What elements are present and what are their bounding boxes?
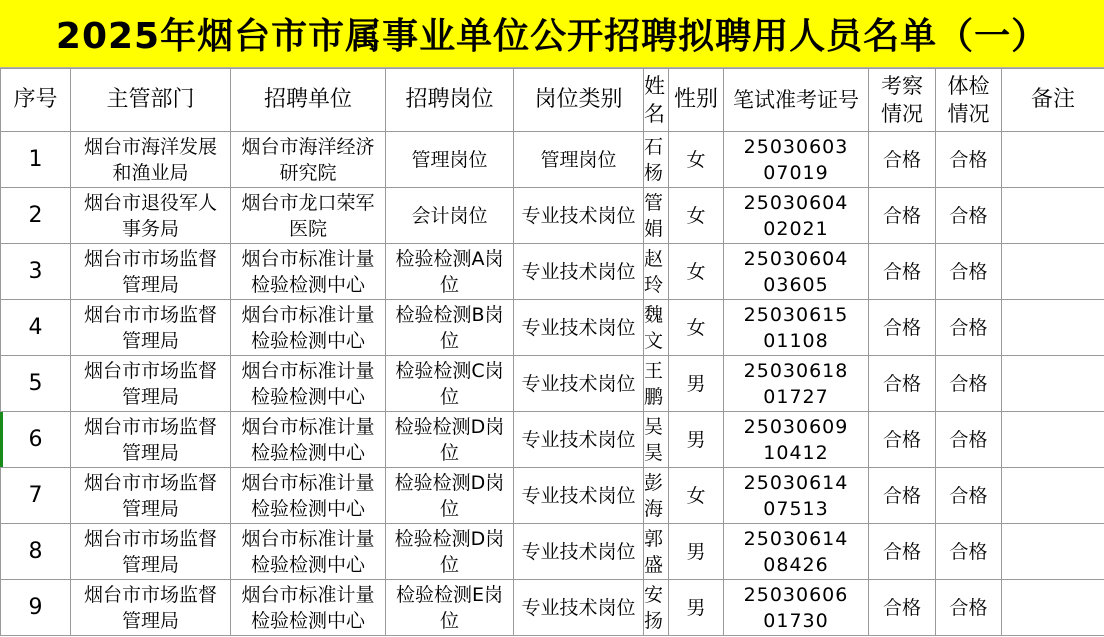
cell-category[interactable]: 专业技术岗位 [514, 524, 644, 580]
cell-unit[interactable]: 烟台市龙口荣军医院 [231, 188, 386, 244]
cell-physical-exam[interactable]: 合格 [936, 356, 1002, 412]
cell-physical-exam[interactable]: 合格 [936, 244, 1002, 300]
cell-exam-number[interactable]: 2503060403605 [724, 244, 869, 300]
cell-unit[interactable]: 烟台市标准计量检验检测中心 [231, 412, 386, 468]
cell-inspection[interactable]: 合格 [869, 300, 936, 356]
table-row [1, 244, 1104, 300]
cell-unit[interactable]: 烟台市标准计量检验检测中心 [231, 244, 386, 300]
cell-physical-exam[interactable]: 合格 [936, 580, 1002, 636]
table-row [1, 412, 1104, 468]
cell-unit[interactable]: 烟台市标准计量检验检测中心 [231, 580, 386, 636]
header-exam[interactable]: 笔试准考证号 [724, 69, 869, 132]
cell-exam-number[interactable]: 2503061501108 [724, 300, 869, 356]
sheet-title[interactable]: 2025年烟台市市属事业单位公开招聘拟聘用人员名单（一） [0, 0, 1104, 68]
cell-post[interactable]: 管理岗位 [386, 132, 514, 188]
table-row [1, 580, 1104, 636]
cell-gender[interactable]: 男 [669, 580, 724, 636]
cell-category[interactable]: 管理岗位 [514, 132, 644, 188]
cell-physical-exam[interactable]: 合格 [936, 132, 1002, 188]
table-row [1, 300, 1104, 356]
cell-remark[interactable] [1002, 468, 1104, 524]
cell-name[interactable]: 魏文 [644, 300, 669, 356]
cell-gender[interactable]: 女 [669, 132, 724, 188]
cell-name[interactable]: 彭海 [644, 468, 669, 524]
cell-remark[interactable] [1002, 524, 1104, 580]
cell-gender[interactable]: 男 [669, 524, 724, 580]
cell-no[interactable]: 9 [1, 580, 71, 636]
cell-gender[interactable]: 女 [669, 300, 724, 356]
cell-dept[interactable]: 烟台市市场监督管理局 [71, 580, 231, 636]
cell-name[interactable]: 赵玲 [644, 244, 669, 300]
cell-inspection[interactable]: 合格 [869, 244, 936, 300]
cell-category[interactable]: 专业技术岗位 [514, 244, 644, 300]
header-physical[interactable]: 体检情况 [936, 69, 1002, 132]
header-row [1, 69, 1104, 132]
table-row [1, 468, 1104, 524]
cell-remark[interactable] [1002, 580, 1104, 636]
cell-physical-exam[interactable]: 合格 [936, 468, 1002, 524]
header-unit[interactable]: 招聘单位 [231, 69, 386, 132]
header-category[interactable]: 岗位类别 [514, 69, 644, 132]
table-row [1, 188, 1104, 244]
cell-category[interactable]: 专业技术岗位 [514, 300, 644, 356]
cell-name[interactable]: 管娟 [644, 188, 669, 244]
cell-exam-number[interactable]: 2503061407513 [724, 468, 869, 524]
cell-post[interactable]: 检验检测D岗位 [386, 524, 514, 580]
cell-exam-number[interactable]: 2503060601730 [724, 580, 869, 636]
cell-dept[interactable]: 烟台市退役军人事务局 [71, 188, 231, 244]
cell-unit[interactable]: 烟台市标准计量检验检测中心 [231, 524, 386, 580]
cell-name[interactable]: 安扬 [644, 580, 669, 636]
cell-gender[interactable]: 男 [669, 412, 724, 468]
cell-unit[interactable]: 烟台市标准计量检验检测中心 [231, 356, 386, 412]
cell-inspection[interactable]: 合格 [869, 188, 936, 244]
cell-unit[interactable]: 烟台市标准计量检验检测中心 [231, 300, 386, 356]
cell-inspection[interactable]: 合格 [869, 356, 936, 412]
cell-remark[interactable] [1002, 244, 1104, 300]
cell-remark[interactable] [1002, 188, 1104, 244]
header-dept[interactable]: 主管部门 [71, 69, 231, 132]
cell-exam-number[interactable]: 2503060402021 [724, 188, 869, 244]
cell-dept[interactable]: 烟台市市场监督管理局 [71, 300, 231, 356]
cell-gender[interactable]: 女 [669, 468, 724, 524]
table-row [1, 132, 1104, 188]
header-no[interactable]: 序号 [1, 69, 71, 132]
cell-physical-exam[interactable]: 合格 [936, 524, 1002, 580]
cell-remark[interactable] [1002, 412, 1104, 468]
cell-category[interactable]: 专业技术岗位 [514, 468, 644, 524]
cell-exam-number[interactable]: 2503061408426 [724, 524, 869, 580]
header-remark[interactable]: 备注 [1002, 69, 1104, 132]
cell-dept[interactable]: 烟台市海洋发展和渔业局 [71, 132, 231, 188]
cell-post[interactable]: 检验检测B岗位 [386, 300, 514, 356]
header-name[interactable]: 姓名 [644, 69, 669, 132]
cell-dept[interactable]: 烟台市市场监督管理局 [71, 468, 231, 524]
cell-remark[interactable] [1002, 300, 1104, 356]
cell-physical-exam[interactable]: 合格 [936, 412, 1002, 468]
cell-name[interactable]: 吴昊 [644, 412, 669, 468]
cell-category[interactable]: 专业技术岗位 [514, 412, 644, 468]
cell-name[interactable]: 郭盛 [644, 524, 669, 580]
cell-remark[interactable] [1002, 356, 1104, 412]
cell-exam-number[interactable]: 2503060910412 [724, 412, 869, 468]
cell-gender[interactable]: 女 [669, 188, 724, 244]
cell-gender[interactable]: 男 [669, 356, 724, 412]
cell-inspection[interactable]: 合格 [869, 412, 936, 468]
cell-inspection[interactable]: 合格 [869, 524, 936, 580]
cell-dept[interactable]: 烟台市市场监督管理局 [71, 356, 231, 412]
cell-no[interactable]: 8 [1, 524, 71, 580]
cell-inspection[interactable]: 合格 [869, 580, 936, 636]
cell-no[interactable]: 3 [1, 244, 71, 300]
cell-unit[interactable]: 烟台市海洋经济研究院 [231, 132, 386, 188]
cell-name[interactable]: 石杨 [644, 132, 669, 188]
cell-no[interactable]: 6 [1, 412, 71, 468]
header-post[interactable]: 招聘岗位 [386, 69, 514, 132]
cell-category[interactable]: 专业技术岗位 [514, 580, 644, 636]
cell-physical-exam[interactable]: 合格 [936, 188, 1002, 244]
cell-post[interactable]: 会计岗位 [386, 188, 514, 244]
cell-no[interactable]: 1 [1, 132, 71, 188]
cell-no[interactable]: 4 [1, 300, 71, 356]
cell-dept[interactable]: 烟台市市场监督管理局 [71, 524, 231, 580]
cell-post[interactable]: 检验检测D岗位 [386, 468, 514, 524]
cell-post[interactable]: 检验检测C岗位 [386, 356, 514, 412]
cell-no[interactable]: 7 [1, 468, 71, 524]
header-gender[interactable]: 性别 [669, 69, 724, 132]
cell-dept[interactable]: 烟台市市场监督管理局 [71, 244, 231, 300]
cell-post[interactable]: 检验检测A岗位 [386, 244, 514, 300]
cell-inspection[interactable]: 合格 [869, 468, 936, 524]
hiring-table [0, 68, 1104, 636]
table-row [1, 524, 1104, 580]
cell-post[interactable]: 检验检测D岗位 [386, 412, 514, 468]
cell-post[interactable]: 检验检测E岗位 [386, 580, 514, 636]
cell-gender[interactable]: 女 [669, 244, 724, 300]
cell-inspection[interactable]: 合格 [869, 132, 936, 188]
cell-dept[interactable]: 烟台市市场监督管理局 [71, 412, 231, 468]
cell-exam-number[interactable]: 2503060307019 [724, 132, 869, 188]
cell-remark[interactable] [1002, 132, 1104, 188]
cell-no[interactable]: 2 [1, 188, 71, 244]
cell-name[interactable]: 王鹏 [644, 356, 669, 412]
cell-exam-number[interactable]: 2503061801727 [724, 356, 869, 412]
cell-no[interactable]: 5 [1, 356, 71, 412]
cell-category[interactable]: 专业技术岗位 [514, 356, 644, 412]
cell-unit[interactable]: 烟台市标准计量检验检测中心 [231, 468, 386, 524]
header-inspect[interactable]: 考察情况 [869, 69, 936, 132]
row-selection-marker [0, 412, 3, 467]
cell-category[interactable]: 专业技术岗位 [514, 188, 644, 244]
table-row [1, 356, 1104, 412]
cell-physical-exam[interactable]: 合格 [936, 300, 1002, 356]
